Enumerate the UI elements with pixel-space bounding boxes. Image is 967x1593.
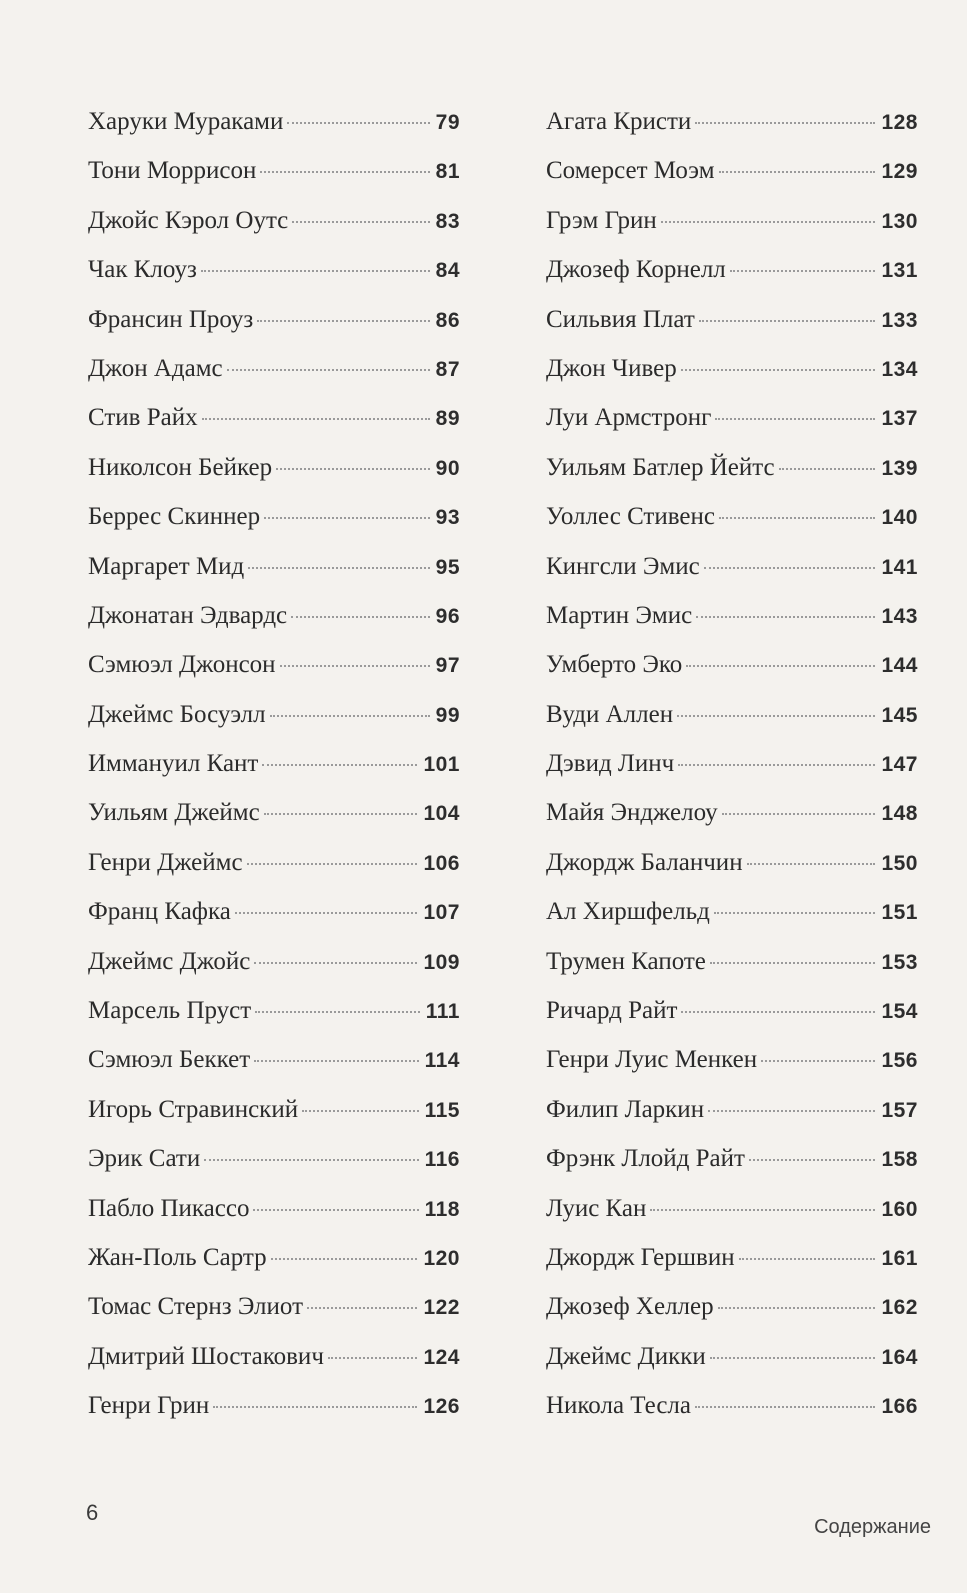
entry-name: Мартин Эмис: [546, 601, 693, 629]
entry-page: 87: [435, 357, 460, 381]
leader-dots: [248, 567, 429, 569]
entry-page: 156: [881, 1049, 918, 1073]
toc-entry: [88, 157, 460, 206]
leader-dots: [718, 1307, 876, 1309]
entry-page: 158: [881, 1148, 918, 1172]
leader-dots: [264, 813, 418, 815]
leader-dots: [730, 270, 876, 272]
leader-dots: [681, 1011, 875, 1013]
entry-page: 89: [435, 407, 460, 431]
leader-dots: [202, 418, 430, 420]
toc-entry: [88, 1145, 460, 1194]
leader-dots: [650, 1209, 875, 1211]
leader-dots: [260, 171, 429, 173]
entry-page: 107: [423, 901, 460, 925]
toc-entry: [546, 1244, 918, 1293]
entry-name: Генри Грин: [88, 1392, 210, 1420]
entry-page: 104: [423, 802, 460, 826]
toc-entry: [546, 1293, 918, 1342]
toc-entry: [546, 1392, 918, 1441]
entry-name: Дмитрий Шостакович: [88, 1342, 324, 1370]
page-number: 6: [86, 1500, 99, 1525]
entry-name: Томас Стернз Элиот: [88, 1293, 304, 1321]
toc-entry: [88, 849, 460, 898]
entry-page: 148: [881, 802, 918, 826]
entry-page: 157: [881, 1098, 918, 1122]
leader-dots: [678, 764, 875, 766]
entry-page: 139: [881, 456, 918, 480]
toc-entry: [88, 1392, 460, 1441]
entry-name: Джозеф Корнелл: [546, 256, 726, 284]
entry-name: Джозеф Хеллер: [546, 1293, 714, 1321]
entry-page: 143: [881, 604, 918, 628]
toc-entry: [546, 1343, 918, 1392]
entry-name: Луис Кан: [546, 1194, 647, 1222]
entry-page: 109: [423, 950, 460, 974]
toc-entry: [546, 454, 918, 503]
toc-entry: [88, 306, 460, 355]
entry-page: 79: [435, 111, 460, 134]
entry-name: Джордж Баланчин: [546, 848, 743, 876]
entry-page: 93: [435, 506, 460, 530]
toc-entry: [546, 306, 918, 355]
entry-page: 130: [881, 209, 918, 233]
entry-name: Джордж Гершвин: [546, 1243, 735, 1271]
entry-page: 114: [424, 1049, 460, 1073]
toc-entry: [546, 503, 918, 552]
entry-page: 141: [881, 555, 918, 579]
toc-entry: [546, 355, 918, 404]
toc-entry: [88, 1195, 460, 1244]
entry-page: 83: [435, 209, 460, 233]
leader-dots: [264, 517, 430, 519]
toc-entry: [88, 651, 460, 700]
entry-name: Генри Джеймс: [88, 848, 243, 876]
toc-entry: [546, 157, 918, 206]
entry-name: Уоллес Стивенс: [546, 503, 715, 531]
entry-page: 151: [881, 901, 918, 925]
entry-page: 137: [881, 407, 918, 431]
toc-entry: [88, 355, 460, 404]
toc-entry: [88, 799, 460, 848]
entry-name: Ричард Райт: [546, 997, 678, 1025]
leader-dots: [714, 912, 876, 914]
entry-name: Фрэнк Ллойд Райт: [546, 1145, 745, 1173]
entry-page: 90: [435, 456, 460, 480]
toc-entry: [546, 207, 918, 256]
toc-entry: [546, 1195, 918, 1244]
toc-entry: [88, 898, 460, 947]
leader-dots: [271, 1258, 418, 1260]
leader-dots: [253, 1209, 418, 1211]
toc-entry: [546, 1145, 918, 1194]
leader-dots: [695, 122, 875, 124]
toc-entry: [546, 404, 918, 453]
leader-dots: [235, 912, 418, 914]
toc-entry: [88, 1293, 460, 1342]
entry-name: Филип Ларкин: [546, 1095, 705, 1123]
entry-name: Стив Райх: [88, 404, 198, 432]
entry-page: 86: [435, 308, 460, 332]
entry-name: Джеймс Джойс: [88, 947, 251, 975]
entry-page: 161: [881, 1246, 918, 1270]
entry-name: Грэм Грин: [546, 206, 657, 234]
leader-dots: [204, 1159, 418, 1161]
toc-entry: [546, 750, 918, 799]
toc-entry: [546, 799, 918, 848]
toc-entry: [88, 503, 460, 552]
entry-page: 145: [881, 703, 918, 727]
leader-dots: [257, 320, 429, 322]
leader-dots: [270, 715, 430, 717]
toc-entry: [546, 651, 918, 700]
leader-dots: [761, 1060, 875, 1062]
entry-name: Ал Хиршфельд: [546, 898, 710, 926]
entry-page: 122: [423, 1296, 460, 1320]
leader-dots: [710, 962, 876, 964]
toc-entry: [546, 1096, 918, 1145]
leader-dots: [715, 418, 875, 420]
leader-dots: [749, 1159, 875, 1161]
entry-name: Маргарет Мид: [88, 552, 245, 580]
entry-page: 128: [881, 111, 918, 134]
entry-page: 164: [881, 1345, 918, 1369]
entry-page: 166: [881, 1395, 918, 1419]
leader-dots: [710, 1357, 876, 1359]
entry-name: Трумен Капоте: [546, 947, 706, 975]
entry-name: Николсон Бейкер: [88, 453, 273, 481]
entry-page: 129: [881, 160, 918, 184]
leader-dots: [747, 863, 876, 865]
entry-name: Умберто Эко: [546, 651, 683, 679]
leader-dots: [699, 320, 876, 322]
entry-name: Уильям Батлер Йейтс: [546, 453, 775, 481]
leader-dots: [247, 863, 418, 865]
entry-page: 118: [424, 1197, 460, 1221]
entry-name: Уильям Джеймс: [88, 799, 260, 827]
toc-entry: [546, 849, 918, 898]
entry-page: 81: [435, 160, 460, 184]
leader-dots: [262, 764, 417, 766]
toc-entry: [88, 256, 460, 305]
entry-name: Вуди Аллен: [546, 700, 674, 728]
entry-name: Марсель Пруст: [88, 997, 252, 1025]
entry-page: 124: [423, 1345, 460, 1369]
entry-page: 133: [881, 308, 918, 332]
leader-dots: [677, 715, 875, 717]
toc-entry: [546, 108, 918, 157]
leader-dots: [254, 1060, 418, 1062]
entry-page: 95: [435, 555, 460, 579]
entry-name: Сэмюэл Джонсон: [88, 651, 276, 679]
leader-dots: [739, 1258, 876, 1260]
entry-name: Сэмюэл Беккет: [88, 1046, 251, 1074]
entry-page: 160: [881, 1197, 918, 1221]
leader-dots: [255, 1011, 420, 1013]
toc-entry: [546, 948, 918, 997]
toc-entry: [88, 948, 460, 997]
toc-entry: [88, 404, 460, 453]
entry-name: Иммануил Кант: [88, 750, 259, 778]
toc-column-right: [546, 108, 918, 1442]
entry-page: 147: [881, 753, 918, 777]
entry-name: Джеймс Босуэлл: [88, 700, 266, 728]
toc-entry: [546, 898, 918, 947]
toc-entry: [546, 701, 918, 750]
leader-dots: [661, 221, 876, 223]
entry-name: Беррес Скиннер: [88, 503, 261, 531]
entry-page: 144: [881, 654, 918, 678]
entry-page: 120: [423, 1246, 460, 1270]
entry-name: Джеймс Дикки: [546, 1342, 706, 1370]
entry-name: Агата Кристи: [546, 108, 692, 135]
entry-page: 111: [425, 1000, 460, 1024]
toc-entry: [88, 1244, 460, 1293]
entry-name: Тони Моррисон: [88, 157, 257, 185]
entry-page: 150: [881, 851, 918, 875]
leader-dots: [307, 1307, 417, 1309]
entry-page: 96: [435, 604, 460, 628]
entry-name: Кингсли Эмис: [546, 552, 700, 580]
entry-name: Франсин Проуз: [88, 305, 254, 333]
entry-name: Дэвид Линч: [546, 750, 675, 778]
toc-entry: [88, 701, 460, 750]
toc-entry: [88, 1343, 460, 1392]
leader-dots: [696, 616, 875, 618]
toc-entry: [546, 997, 918, 1046]
leader-dots: [708, 1110, 875, 1112]
entry-name: Игорь Стравинский: [88, 1095, 299, 1123]
leader-dots: [686, 665, 875, 667]
leader-dots: [227, 369, 430, 371]
leader-dots: [291, 616, 429, 618]
entry-name: Майя Энджелоу: [546, 799, 718, 827]
entry-name: Франц Кафка: [88, 898, 231, 926]
entry-name: Сомерсет Моэм: [546, 157, 715, 185]
entry-page: 101: [423, 753, 460, 777]
entry-name: Джон Адамс: [88, 354, 223, 382]
leader-dots: [254, 962, 417, 964]
entry-page: 131: [881, 259, 918, 283]
entry-name: Генри Луис Менкен: [546, 1046, 758, 1074]
entry-name: Луи Армстронг: [546, 404, 712, 432]
leader-dots: [280, 665, 430, 667]
entry-page: 153: [881, 950, 918, 974]
toc-entry: [88, 454, 460, 503]
entry-name: Пабло Пикассо: [88, 1194, 250, 1222]
entry-name: Джойс Кэрол Оутс: [88, 206, 289, 234]
entry-page: 126: [423, 1395, 460, 1419]
entry-name: Харуки Мураками: [88, 108, 284, 135]
entry-page: 154: [881, 1000, 918, 1024]
entry-name: Жан-Поль Сартр: [88, 1243, 267, 1271]
toc-entry: [88, 602, 460, 651]
entry-page: 99: [435, 703, 460, 727]
toc-entry: [88, 553, 460, 602]
leader-dots: [704, 567, 876, 569]
toc-entry: [88, 750, 460, 799]
toc-entry: [88, 108, 460, 157]
toc-entry: [546, 602, 918, 651]
toc-entry: [88, 1096, 460, 1145]
toc-entry: [546, 553, 918, 602]
toc-entry: [546, 1046, 918, 1095]
leader-dots: [719, 517, 876, 519]
leader-dots: [681, 369, 876, 371]
leader-dots: [719, 171, 876, 173]
entry-name: Джонатан Эдвардс: [88, 601, 288, 629]
entry-page: 106: [423, 851, 460, 875]
leader-dots: [276, 468, 430, 470]
entry-page: 115: [424, 1098, 460, 1122]
leader-dots: [779, 468, 876, 470]
toc-column-left: [88, 108, 460, 1442]
entry-page: 140: [881, 506, 918, 530]
leader-dots: [292, 221, 429, 223]
entry-name: Сильвия Плат: [546, 305, 695, 333]
leader-dots: [201, 270, 430, 272]
entry-page: 134: [881, 357, 918, 381]
toc-entry: [88, 997, 460, 1046]
entry-page: 84: [435, 259, 460, 283]
entry-name: Никола Тесла: [546, 1392, 692, 1420]
toc-entry: [88, 1046, 460, 1095]
leader-dots: [213, 1406, 417, 1408]
leader-dots: [722, 813, 876, 815]
entry-name: Чак Клоуз: [88, 256, 197, 284]
toc-entry: [88, 207, 460, 256]
toc-entry: [546, 256, 918, 305]
entry-page: 97: [435, 654, 460, 678]
entry-name: Джон Чивер: [546, 354, 677, 382]
leader-dots: [695, 1406, 875, 1408]
running-footer-title: Содержание: [814, 1516, 931, 1538]
entry-page: 162: [881, 1296, 918, 1320]
leader-dots: [302, 1110, 419, 1112]
entry-page: 116: [424, 1148, 460, 1172]
leader-dots: [328, 1357, 418, 1359]
leader-dots: [287, 122, 429, 124]
entry-name: Эрик Сати: [88, 1145, 201, 1173]
